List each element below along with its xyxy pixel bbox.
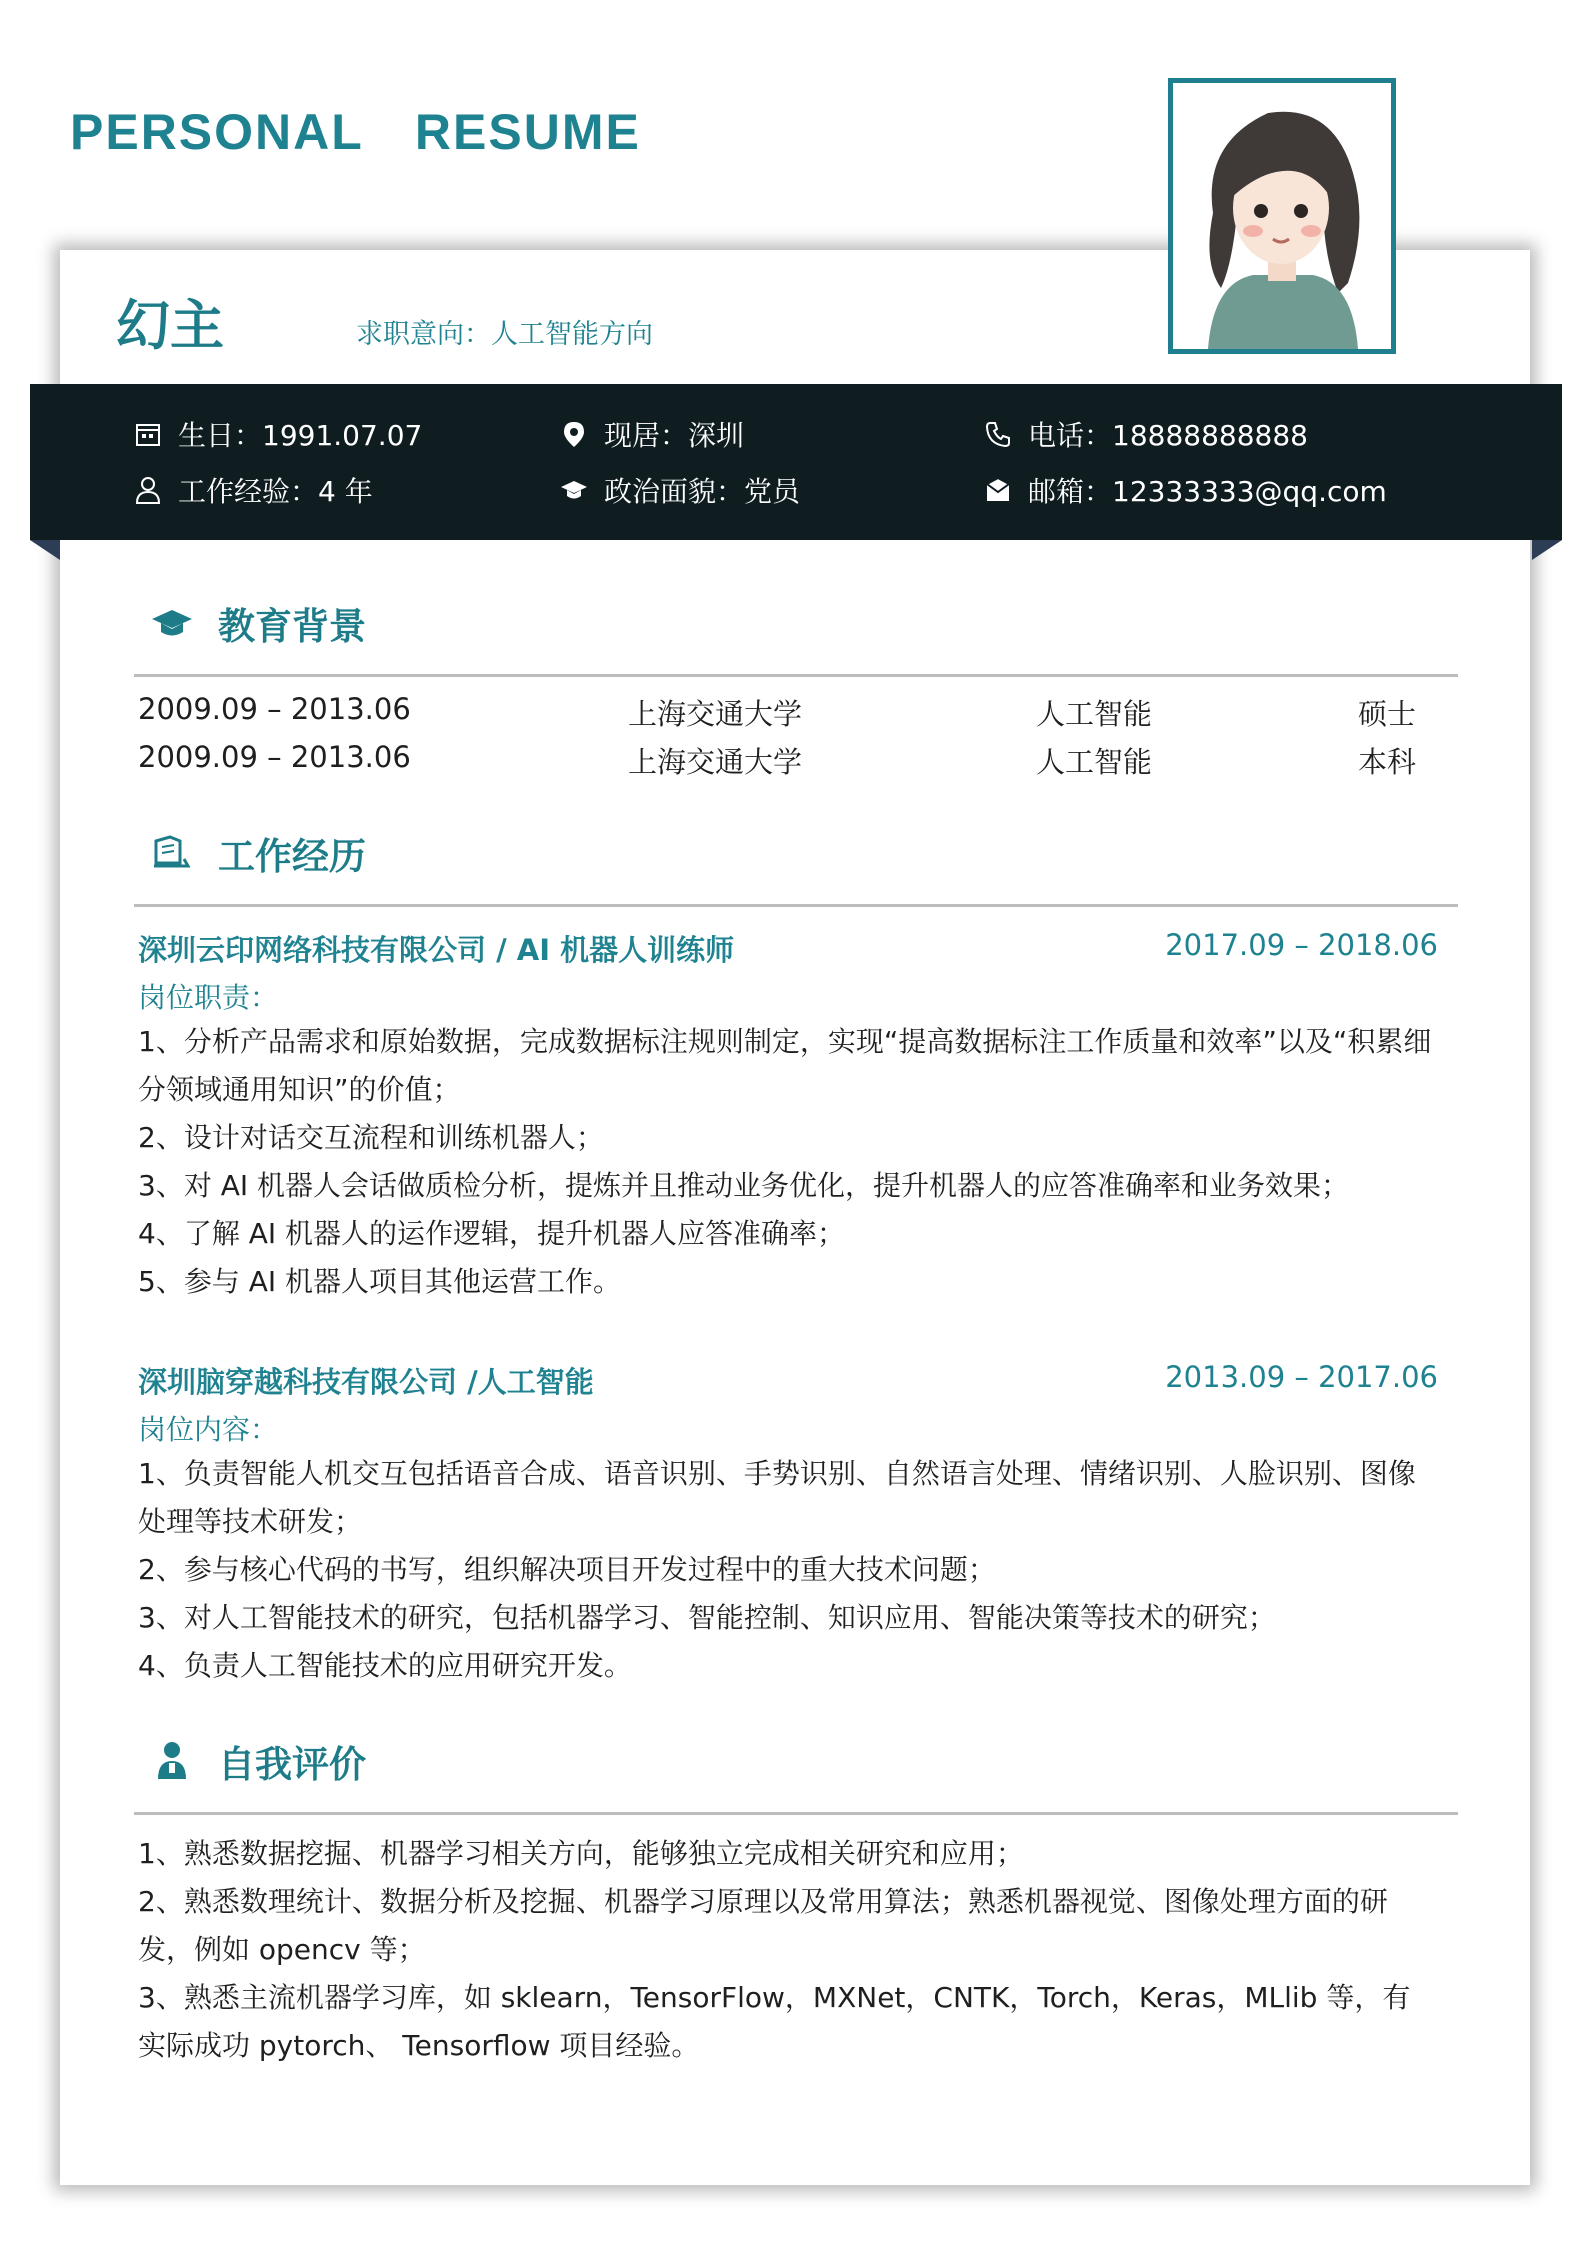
job-header [138, 928, 1438, 969]
edu-degree: 硕士 [1358, 697, 1417, 731]
job-subtitle: 岗位职责： [138, 981, 279, 1014]
edu-degree: 本科 [1358, 745, 1417, 779]
candidate-name: 幻主 [116, 294, 224, 357]
info-phone [984, 414, 1308, 454]
duty-line: 3、对人工智能技术的研究，包括机器学习、智能控制、知识应用、智能决策等技术的研究； [138, 1601, 1276, 1634]
user-icon [134, 476, 162, 504]
duty-line: 1、分析产品需求和原始数据，完成数据标注规则制定，实现“提高数据标注工作质量和效率”以及“积累细分领域通用知识”的价值； [138, 1025, 1432, 1106]
ribbon-fold-left [30, 540, 60, 560]
duty-line: 4、了解 AI 机器人的运作逻辑，提升机器人应答准确率； [138, 1217, 846, 1250]
graduation-cap-icon [560, 476, 588, 504]
education-section-header [150, 596, 366, 650]
edu-period: 2009.09 – 2013.06 [138, 692, 411, 726]
job-company: 深圳云印网络科技有限公司 / AI 机器人训练师 [138, 933, 735, 967]
email-text: 邮箱：12333333@qq.com [1028, 475, 1387, 508]
job-date: 2017.09 – 2018.06 [1165, 928, 1438, 962]
location-text: 现居：深圳 [604, 419, 745, 452]
info-experience [134, 470, 373, 510]
job-date: 2013.09 – 2017.06 [1165, 1360, 1438, 1394]
politics-text: 政治面貌：党员 [604, 475, 801, 508]
self-line: 2、熟悉数理统计、数据分析及挖掘、机器学习原理以及常用算法；熟悉机器视觉、图像处理方面的研发，例如 opencv 等； [138, 1885, 1388, 1966]
phone-text: 电话：18888888888 [1028, 419, 1308, 452]
info-location [560, 414, 744, 454]
job-company: 深圳脑穿越科技有限公司 /人工智能 [138, 1365, 594, 1399]
profile-photo [1168, 78, 1396, 354]
experience-text: 工作经验：4 年 [178, 475, 373, 508]
calendar-icon [134, 420, 162, 448]
job-duties [138, 1018, 1438, 1306]
graduation-cap-icon [150, 601, 194, 645]
ribbon-fold-right [1532, 540, 1562, 560]
avatar-illustration [1173, 83, 1391, 349]
user-icon [150, 1739, 194, 1783]
job-intent-label: 求职意向： [356, 319, 491, 350]
duty-line: 1、负责智能人机交互包括语音合成、语音识别、手势识别、自然语言处理、情绪识别、人脸识别、图像处理等技术研发； [138, 1457, 1416, 1538]
work-divider [134, 904, 1458, 907]
envelope-icon [984, 476, 1012, 504]
education-title: 教育背景 [218, 605, 366, 648]
info-email [984, 470, 1387, 510]
self-divider [134, 1812, 1458, 1815]
birthday-text: 生日：1991.07.07 [178, 419, 423, 452]
education-divider [134, 674, 1458, 677]
job-intent [356, 312, 653, 351]
self-title: 自我评价 [218, 1743, 366, 1786]
edu-period: 2009.09 – 2013.06 [138, 740, 411, 774]
info-politics [560, 470, 800, 510]
duty-line: 2、设计对话交互流程和训练机器人； [138, 1121, 604, 1154]
edu-major: 人工智能 [1036, 745, 1153, 779]
edu-major: 人工智能 [1036, 697, 1153, 731]
edu-school: 上海交通大学 [628, 745, 803, 779]
work-section-header [150, 826, 366, 880]
self-line: 3、熟悉主流机器学习库，如 sklearn，TensorFlow，MXNet，CNTK，Torch，Keras，MLlib 等，有实际成功 pytorch、 Tensorflow 项目经验。 [138, 1981, 1411, 2062]
work-title: 工作经历 [218, 835, 366, 878]
job-intent-value: 人工智能方向 [491, 319, 653, 350]
job-duties [138, 1450, 1438, 1690]
duty-line: 5、参与 AI 机器人项目其他运营工作。 [138, 1265, 622, 1298]
edu-school: 上海交通大学 [628, 697, 803, 731]
info-birthday [134, 414, 422, 454]
duty-line: 3、对 AI 机器人会话做质检分析，提炼并且推动业务优化，提升机器人的应答准确率和业务效果； [138, 1169, 1350, 1202]
resume-heading: PERSONAL RESUME [70, 104, 641, 160]
job-subtitle: 岗位内容： [138, 1413, 279, 1446]
self-evaluation [138, 1830, 1438, 2070]
job-header [138, 1360, 1438, 1401]
self-section-header [150, 1734, 366, 1788]
book-icon [150, 831, 194, 875]
location-pin-icon [560, 420, 588, 448]
duty-line: 4、负责人工智能技术的应用研究开发。 [138, 1649, 632, 1682]
duty-line: 2、参与核心代码的书写，组织解决项目开发过程中的重大技术问题； [138, 1553, 996, 1586]
self-line: 1、熟悉数据挖掘、机器学习相关方向，能够独立完成相关研究和应用； [138, 1837, 1024, 1870]
contact-info-bar [30, 384, 1562, 540]
phone-icon [984, 420, 1012, 448]
